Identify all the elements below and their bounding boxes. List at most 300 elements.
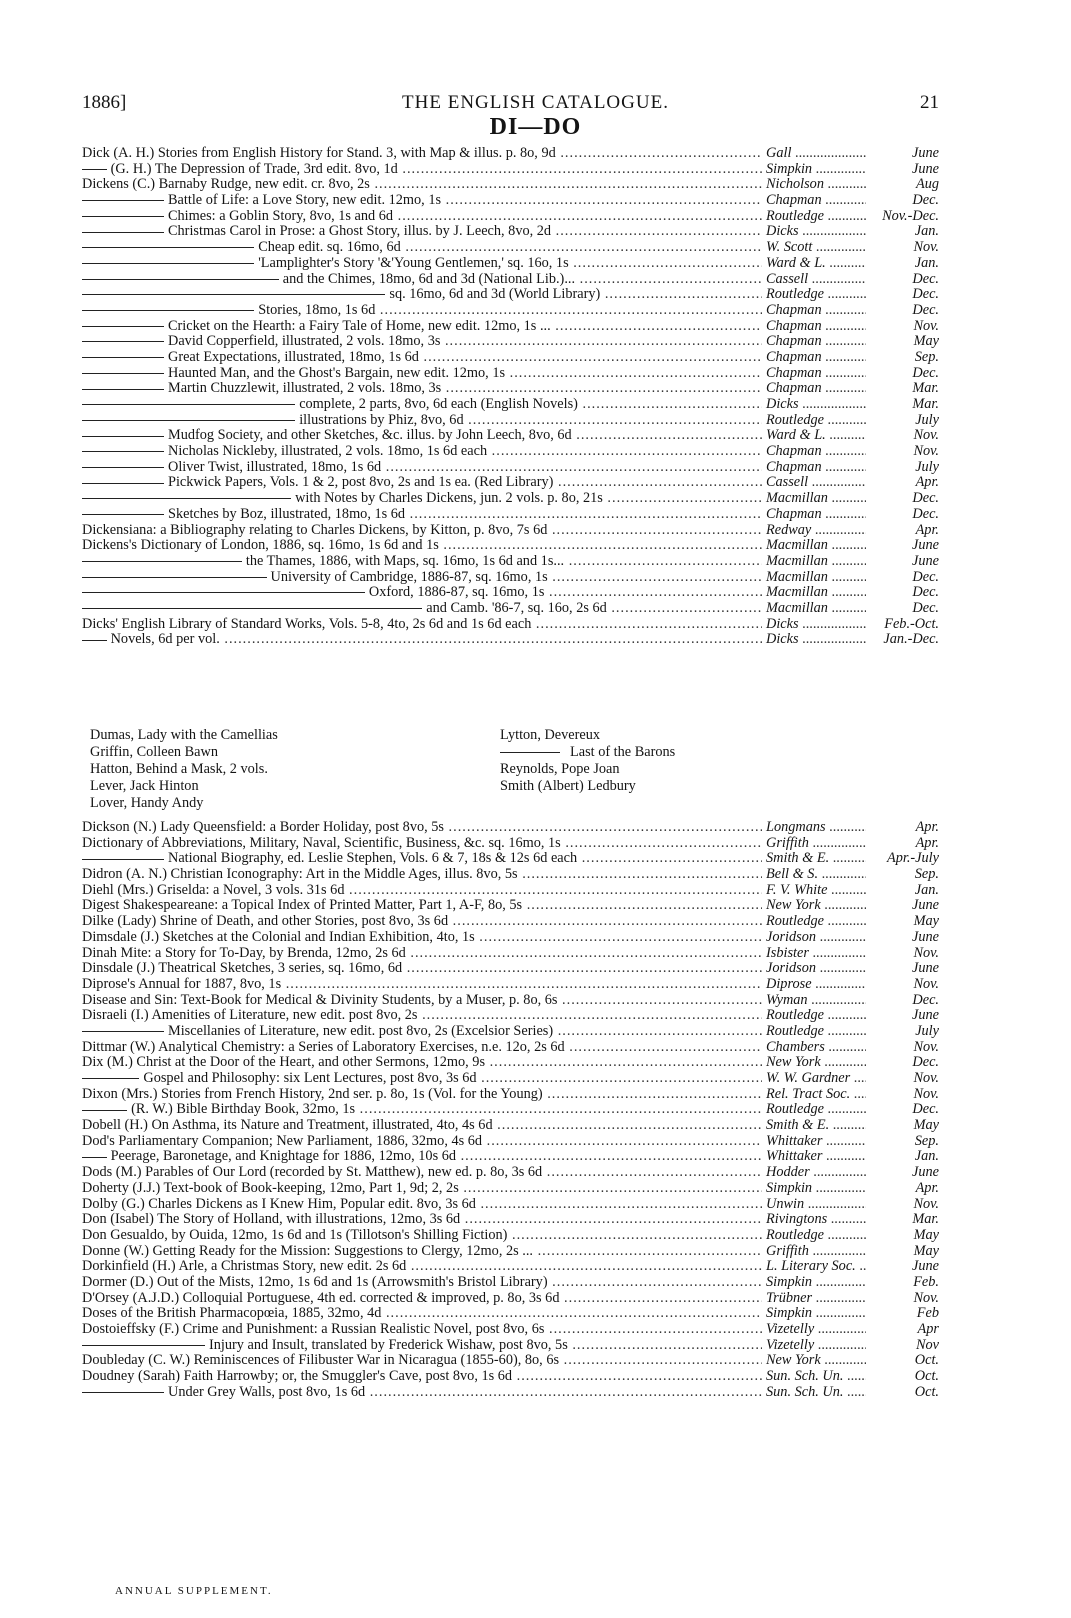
- entry-title: [82, 1338, 762, 1354]
- entry-date: Jan.: [867, 883, 939, 899]
- catalogue-entry: [82, 1369, 942, 1385]
- catalogue-entry: [82, 836, 942, 852]
- entry-date: Sep.: [867, 350, 939, 366]
- ditto-rule: [82, 1345, 205, 1346]
- entry-text: National Biography, ed. Leslie Stephen, Vols. 6 & 7, 18s & 12s 6d each: [168, 851, 578, 867]
- entry-date: Dec.: [867, 1055, 939, 1071]
- entry-title: [82, 914, 762, 930]
- entry-date: Aug: [867, 177, 939, 193]
- catalogue-entry: [82, 1040, 942, 1056]
- entry-date: Sep.: [867, 1134, 939, 1150]
- entry-title: [82, 1306, 762, 1322]
- ditto-rule: [82, 467, 164, 468]
- ditto-rule: [82, 420, 295, 421]
- entry-title: [82, 836, 762, 852]
- entry-text: 'Lamplighter's Story '&'Young Gentlemen,' sq. 16o, 1s: [258, 255, 569, 271]
- entry-publisher: Dicks .....: [764, 632, 866, 648]
- entry-date: Apr.-July: [867, 851, 939, 867]
- entry-publisher: Routledge .....: [764, 1102, 866, 1118]
- entry-date: May: [867, 914, 939, 930]
- entry-text: Miscellanies of Literature, new edit. post 8vo, 2s (Excelsior Series): [168, 1023, 554, 1039]
- entry-title: [82, 1055, 762, 1071]
- entry-publisher: Whittaker .....: [764, 1149, 866, 1165]
- entry-date: Nov.: [867, 1087, 939, 1103]
- entry-date: Dec.: [867, 1102, 939, 1118]
- ditto-rule: [82, 1031, 164, 1032]
- entry-date: Apr.: [867, 836, 939, 852]
- entry-text: Cheap edit. sq. 16mo, 6d: [258, 240, 401, 256]
- ditto-rule: [82, 373, 164, 374]
- entry-text: Battle of Life: a Love Story, new edit. 12mo, 1s: [168, 193, 442, 209]
- entry-date: Dec.: [867, 570, 939, 586]
- entry-date: Nov.: [867, 1291, 939, 1307]
- entry-text: Doses of the British Pharmacopœia, 1885, 32mo, 4d: [82, 1306, 382, 1322]
- entry-text: Disease and Sin: Text-Book for Medical & Divinity Students, by a Muser, p. 8o, 6s: [82, 992, 558, 1008]
- catalogue-entry: [82, 193, 942, 209]
- entry-publisher: Vizetelly .....: [764, 1322, 866, 1338]
- entry-title: [82, 632, 762, 648]
- entry-date: Nov.-Dec.: [867, 209, 939, 225]
- novel-title: Smith (Albert) Ledbury: [500, 778, 636, 794]
- entry-title: [82, 413, 762, 429]
- entry-publisher: Macmillan .....: [764, 601, 866, 617]
- ditto-rule: [82, 514, 164, 515]
- entry-date: Nov.: [867, 428, 939, 444]
- entry-text: Dostoieffsky (F.) Crime and Punishment: a Russian Realistic Novel, post 8vo, 6s: [82, 1322, 545, 1337]
- entry-date: Oct.: [867, 1353, 939, 1369]
- entry-title: [82, 898, 762, 914]
- entry-title: [82, 570, 762, 586]
- entry-date: May: [867, 1228, 939, 1244]
- entry-publisher: Unwin .....: [764, 1197, 866, 1213]
- entry-text: illustrations by Phiz, 8vo, 6d: [299, 412, 464, 428]
- entry-date: Nov.: [867, 444, 939, 460]
- novels-column-left: [90, 727, 278, 812]
- ditto-rule: [82, 389, 164, 390]
- entry-date: May: [867, 334, 939, 350]
- entry-date: June: [867, 961, 939, 977]
- entry-list-top: [82, 146, 942, 648]
- entry-date: Feb.: [867, 1275, 939, 1291]
- entry-publisher: Ward & L. .....: [764, 428, 866, 444]
- entry-title: [82, 1275, 762, 1291]
- entry-text: Dickensiana: a Bibliography relating to Charles Dickens, by Kitton, p. 8vo, 7s 6d: [82, 522, 548, 538]
- entry-date: Dec.: [867, 491, 939, 507]
- entry-text: Martin Chuzzlewit, illustrated, 2 vols. 18mo, 3s: [168, 381, 442, 397]
- header-year: 1886]: [82, 92, 127, 113]
- catalogue-entry: [82, 570, 942, 586]
- entry-date: July: [867, 460, 939, 476]
- entry-publisher: Griffith .....: [764, 1244, 866, 1260]
- ditto-rule: [82, 577, 267, 578]
- entry-text: Christmas Carol in Prose: a Ghost Story, illus. by J. Leech, 8vo, 2d: [168, 224, 552, 240]
- entry-date: Dec.: [867, 193, 939, 209]
- ditto-rule: [82, 404, 295, 405]
- entry-text: Under Grey Walls, post 8vo, 1s 6d: [168, 1384, 366, 1400]
- entry-title: [82, 1244, 762, 1260]
- catalogue-entry: [82, 397, 942, 413]
- entry-publisher: Simpkin .....: [764, 1181, 866, 1197]
- entry-text: Mudfog Society, and other Sketches, &c. illus. by John Leech, 8vo, 6d: [168, 428, 572, 444]
- entry-title: [82, 366, 762, 382]
- catalogue-entry: [82, 1024, 942, 1040]
- entry-text: Dittmar (W.) Analytical Chemistry: a Series of Laboratory Exercises, n.e. 12o, 2s 6d: [82, 1039, 565, 1055]
- entry-publisher: Griffith .....: [764, 836, 866, 852]
- entry-title: [82, 1291, 762, 1307]
- entry-title: [82, 1134, 762, 1150]
- entry-publisher: Macmillan .....: [764, 585, 866, 601]
- novel-title: Lover, Handy Andy: [90, 795, 204, 811]
- entry-publisher: Routledge .....: [764, 413, 866, 429]
- entry-title: [82, 193, 762, 209]
- entry-title: [82, 961, 762, 977]
- entry-text: Dods (M.) Parables of Our Lord (recorded by St. Matthew), new ed. p. 8o, 3s 6d: [82, 1165, 543, 1181]
- entry-title: [82, 240, 762, 256]
- entry-title: [82, 444, 762, 460]
- entry-publisher: Gall .....: [764, 146, 866, 162]
- entry-title: [82, 162, 762, 178]
- entry-title: [82, 256, 762, 272]
- entry-title: [82, 507, 762, 523]
- entry-text: Doubleday (C. W.) Reminiscences of Filibuster War in Nicaragua (1855-60), 8o, 6s: [82, 1353, 560, 1369]
- entry-date: Apr.: [867, 475, 939, 491]
- entry-date: Feb.-Oct.: [867, 617, 939, 633]
- ditto-rule: [82, 341, 164, 342]
- entry-text: Diprose's Annual for 1887, 8vo, 1s: [82, 976, 282, 992]
- entry-title: [82, 350, 762, 366]
- entry-date: Dec.: [867, 507, 939, 523]
- entry-text: D'Orsey (A.J.D.) Colloquial Portuguese, 4th ed. corrected & improved, p. 8o, 3s 6d: [82, 1290, 560, 1306]
- entry-text: (R. W.) Bible Birthday Book, 32mo, 1s: [131, 1102, 356, 1118]
- entry-date: Nov: [867, 1338, 939, 1354]
- entry-date: June: [867, 930, 939, 946]
- entry-date: Jan.: [867, 224, 939, 240]
- catalogue-entry: [82, 1087, 942, 1103]
- entry-title: [82, 1040, 762, 1056]
- catalogue-entry: [82, 350, 942, 366]
- catalogue-entry: [82, 146, 942, 162]
- ditto-rule: [82, 498, 291, 499]
- entry-publisher: Chapman .....: [764, 507, 866, 523]
- entry-publisher: Sun. Sch. Un. .....: [764, 1385, 866, 1401]
- catalogue-entry: [82, 601, 942, 617]
- entry-date: May: [867, 1244, 939, 1260]
- entry-date: Oct.: [867, 1369, 939, 1385]
- entry-publisher: New York .....: [764, 898, 866, 914]
- entry-title: [82, 930, 762, 946]
- entry-title: [82, 272, 762, 288]
- catalogue-entry: [82, 1385, 942, 1401]
- entry-text: Haunted Man, and the Ghost's Bargain, new edit. 12mo, 1s: [168, 365, 506, 381]
- entry-date: Mar.: [867, 397, 939, 413]
- footer-signature: ANNUAL SUPPLEMENT.: [115, 1585, 273, 1597]
- entry-text: Dimsdale (J.) Sketches at the Colonial and Indian Exhibition, 4to, 1s: [82, 929, 475, 945]
- ditto-rule: [82, 1078, 139, 1079]
- catalogue-entry: [82, 256, 942, 272]
- entry-title: [82, 1197, 762, 1213]
- entry-text: Great Expectations, illustrated, 18mo, 1s 6d: [168, 349, 419, 365]
- entry-publisher: L. Literary Soc. .....: [764, 1259, 866, 1275]
- entry-text: Dilke (Lady) Shrine of Death, and other Stories, post 8vo, 3s 6d: [82, 914, 449, 930]
- entry-title: [82, 851, 762, 867]
- catalogue-entry: [82, 507, 942, 523]
- entry-publisher: Hodder .....: [764, 1165, 866, 1181]
- entry-publisher: Trübner .....: [764, 1291, 866, 1307]
- entry-title: [82, 820, 762, 836]
- entry-text: Dinsdale (J.) Theatrical Sketches, 3 series, sq. 16mo, 6d: [82, 961, 403, 977]
- entry-publisher: Chapman .....: [764, 193, 866, 209]
- entry-text: and the Chimes, 18mo, 6d and 3d (National Lib.)...: [282, 271, 576, 287]
- entry-text: (G. H.) The Depression of Trade, 3rd edit. 8vo, 1d: [110, 161, 398, 177]
- entry-text: Injury and Insult, translated by Frederick Wishaw, post 8vo, 5s: [209, 1337, 568, 1353]
- entry-date: Dec.: [867, 287, 939, 303]
- entry-date: Nov.: [867, 977, 939, 993]
- entry-title: [82, 993, 762, 1009]
- entry-title: [82, 1149, 762, 1165]
- entry-title: [82, 1259, 762, 1275]
- entry-text: Sketches by Boz, illustrated, 18mo, 1s 6d: [168, 506, 406, 522]
- entry-publisher: Isbister .....: [764, 946, 866, 962]
- novel-title: Reynolds, Pope Joan: [500, 761, 620, 777]
- entry-publisher: Vizetelly .....: [764, 1338, 866, 1354]
- entry-title: [82, 1008, 762, 1024]
- ditto-rule: [82, 859, 164, 860]
- catalogue-entry: [82, 491, 942, 507]
- entry-text: Oliver Twist, illustrated, 18mo, 1s 6d: [168, 459, 382, 475]
- catalogue-entry: [82, 1149, 942, 1165]
- entry-publisher: Routledge .....: [764, 1024, 866, 1040]
- entry-publisher: Chapman .....: [764, 381, 866, 397]
- ditto-rule: [82, 640, 107, 641]
- ditto-rule: [82, 1157, 107, 1158]
- entry-title: [82, 1071, 762, 1087]
- catalogue-entry: [82, 1071, 942, 1087]
- catalogue-entry: [82, 475, 942, 491]
- catalogue-entry: [82, 898, 942, 914]
- entry-title: [82, 601, 762, 617]
- entry-title: [82, 585, 762, 601]
- catalogue-entry: [82, 1055, 942, 1071]
- entry-date: Feb: [867, 1306, 939, 1322]
- entry-publisher: Simpkin .....: [764, 1306, 866, 1322]
- catalogue-entry: [82, 1165, 942, 1181]
- entry-publisher: Chapman .....: [764, 319, 866, 335]
- entry-text: Pickwick Papers, Vols. 1 & 2, post 8vo, 2s and 1s ea. (Red Library): [168, 475, 554, 491]
- entry-publisher: Dicks .....: [764, 224, 866, 240]
- entry-title: [82, 303, 762, 319]
- entry-text: sq. 16mo, 6d and 3d (World Library): [389, 287, 601, 303]
- catalogue-entry: [82, 930, 942, 946]
- novel-title: Griffin, Colleen Bawn: [90, 744, 218, 760]
- entry-list-bottom: [82, 820, 942, 1400]
- entry-title: [82, 977, 762, 993]
- entry-publisher: Chapman .....: [764, 444, 866, 460]
- ditto-rule: [82, 451, 164, 452]
- entry-date: May: [867, 1118, 939, 1134]
- entry-text: Stories, 18mo, 1s 6d: [258, 302, 376, 318]
- entry-date: July: [867, 413, 939, 429]
- entry-date: Jan.: [867, 1149, 939, 1165]
- entry-text: complete, 2 parts, 8vo, 6d each (English Novels): [299, 397, 578, 412]
- catalogue-entry: [82, 1181, 942, 1197]
- catalogue-entry: [82, 977, 942, 993]
- entry-publisher: Routledge .....: [764, 914, 866, 930]
- entry-publisher: Chapman .....: [764, 334, 866, 350]
- ditto-rule: [82, 357, 164, 358]
- catalogue-entry: [82, 162, 942, 178]
- entry-publisher: Simpkin .....: [764, 1275, 866, 1291]
- catalogue-entry: [82, 617, 942, 633]
- entry-title: [82, 146, 762, 162]
- catalogue-entry: [82, 1275, 942, 1291]
- entry-date: June: [867, 1165, 939, 1181]
- entry-publisher: Macmillan .....: [764, 491, 866, 507]
- entry-publisher: Chapman .....: [764, 366, 866, 382]
- entry-publisher: Nicholson .....: [764, 177, 866, 193]
- catalogue-entry: [82, 1102, 942, 1118]
- entry-title: [82, 946, 762, 962]
- ditto-rule: [82, 216, 164, 217]
- entry-date: June: [867, 1008, 939, 1024]
- catalogue-entry: [82, 820, 942, 836]
- entry-title: [82, 224, 762, 240]
- entry-title: [82, 319, 762, 335]
- entry-text: with Notes by Charles Dickens, jun. 2 vols. p. 8o, 21s: [295, 491, 603, 507]
- catalogue-entry: [82, 319, 942, 335]
- entry-text: Didron (A. N.) Christian Iconography: Art in the Middle Ages, illus. 8vo, 5s: [82, 867, 518, 883]
- entry-publisher: Cassell .....: [764, 475, 866, 491]
- catalogue-entry: [82, 1118, 942, 1134]
- catalogue-entry: [82, 914, 942, 930]
- catalogue-entry: [82, 1228, 942, 1244]
- novel-title: Last of the Barons: [500, 744, 675, 761]
- ditto-rule: [82, 279, 279, 280]
- novel-title: Lever, Jack Hinton: [90, 778, 199, 794]
- entry-title: [82, 523, 762, 539]
- catalogue-entry: [82, 961, 942, 977]
- entry-title: [82, 1353, 762, 1369]
- entry-publisher: Smith & E. .....: [764, 1118, 866, 1134]
- entry-title: [82, 1165, 762, 1181]
- entry-publisher: Longmans .....: [764, 820, 866, 836]
- entry-date: June: [867, 538, 939, 554]
- entry-date: Sep.: [867, 867, 939, 883]
- catalogue-entry: [82, 523, 942, 539]
- entry-date: Apr.: [867, 523, 939, 539]
- entry-title: [82, 1322, 762, 1338]
- entry-title: [82, 209, 762, 225]
- entry-date: June: [867, 898, 939, 914]
- entry-date: Dec.: [867, 272, 939, 288]
- entry-date: June: [867, 1259, 939, 1275]
- catalogue-entry: [82, 1259, 942, 1275]
- entry-publisher: Rel. Tract Soc. .....: [764, 1087, 866, 1103]
- entry-date: Nov.: [867, 319, 939, 335]
- entry-title: [82, 491, 762, 507]
- entry-publisher: Smith & E. .....: [764, 851, 866, 867]
- catalogue-entry: [82, 538, 942, 554]
- catalogue-entry: [82, 224, 942, 240]
- entry-publisher: Chapman .....: [764, 303, 866, 319]
- entry-publisher: Routledge .....: [764, 1008, 866, 1024]
- entry-title: [82, 867, 762, 883]
- catalogue-entry: [82, 1212, 942, 1228]
- entry-title: [82, 1385, 762, 1401]
- entry-text: Doudney (Sarah) Faith Harrowby; or, the Smuggler's Cave, post 8vo, 1s 6d: [82, 1369, 513, 1385]
- entry-date: Dec.: [867, 993, 939, 1009]
- catalogue-entry: [82, 287, 942, 303]
- entry-text: Dolby (G.) Charles Dickens as I Knew Him, Popular edit. 8vo, 3s 6d: [82, 1196, 476, 1212]
- ditto-rule: [82, 294, 385, 295]
- entry-publisher: Rivingtons .....: [764, 1212, 866, 1228]
- entry-text: Don (Isabel) The Story of Holland, with illustrations, 12mo, 3s 6d: [82, 1212, 461, 1228]
- entry-text: Dinah Mite: a Story for To-Day, by Brenda, 12mo, 2s 6d: [82, 945, 406, 961]
- section-heading: DI—DO: [489, 114, 582, 140]
- entry-date: Mar.: [867, 381, 939, 397]
- entry-text: Diehl (Mrs.) Griselda: a Novel, 3 vols. 31s 6d: [82, 882, 345, 898]
- novels-column-right: [500, 727, 675, 795]
- entry-text: Novels, 6d per vol.: [110, 632, 220, 648]
- entry-date: Nov.: [867, 1197, 939, 1213]
- entry-publisher: Dicks .....: [764, 397, 866, 413]
- entry-date: June: [867, 554, 939, 570]
- entry-date: Dec.: [867, 366, 939, 382]
- catalogue-entry: [82, 1338, 942, 1354]
- catalogue-entry: [82, 851, 942, 867]
- entry-title: [82, 397, 762, 413]
- entry-date: June: [867, 146, 939, 162]
- entry-publisher: Sun. Sch. Un. .....: [764, 1369, 866, 1385]
- entry-text: Dickens (C.) Barnaby Rudge, new edit. cr. 8vo, 2s: [82, 177, 370, 193]
- entry-publisher: Simpkin .....: [764, 162, 866, 178]
- entry-date: July: [867, 1024, 939, 1040]
- entry-text: Nicholas Nickleby, illustrated, 2 vols. 18mo, 1s 6d each: [168, 444, 488, 460]
- catalogue-entry: [82, 1322, 942, 1338]
- catalogue-entry: [82, 585, 942, 601]
- entry-publisher: Dicks .....: [764, 617, 866, 633]
- catalogue-entry: [82, 209, 942, 225]
- entry-title: [82, 1118, 762, 1134]
- novel-title: Dumas, Lady with the Camellias: [90, 727, 278, 743]
- entry-publisher: Chapman .....: [764, 350, 866, 366]
- entry-text: Dorkinfield (H.) Arle, a Christmas Story, new edit. 2s 6d: [82, 1259, 407, 1275]
- entry-title: [82, 1212, 762, 1228]
- entry-date: Dec.: [867, 601, 939, 617]
- entry-date: Jan.: [867, 256, 939, 272]
- entry-text: Dixon (Mrs.) Stories from French History, 2nd ser. p. 8o, 1s (Vol. for the Young): [82, 1086, 543, 1102]
- catalogue-entry: [82, 1134, 942, 1150]
- ditto-rule: [82, 1110, 127, 1111]
- entry-publisher: New York .....: [764, 1055, 866, 1071]
- novel-title: Hatton, Behind a Mask, 2 vols.: [90, 761, 268, 777]
- entry-publisher: Routledge .....: [764, 287, 866, 303]
- entry-date: Nov.: [867, 1071, 939, 1087]
- entry-title: [82, 1228, 762, 1244]
- entry-text: Donne (W.) Getting Ready for the Mission: Suggestions to Clergy, 12mo, 2s ...: [82, 1243, 533, 1259]
- ditto-rule: [82, 483, 164, 484]
- entry-date: Nov.: [867, 240, 939, 256]
- catalogue-entry: [82, 1008, 942, 1024]
- entry-publisher: New York .....: [764, 1353, 866, 1369]
- catalogue-entry: [82, 303, 942, 319]
- ditto-rule: [82, 592, 365, 593]
- entry-text: Oxford, 1886-87, sq. 16mo, 1s: [368, 585, 545, 601]
- entry-title: [82, 617, 762, 633]
- entry-publisher: F. V. White .....: [764, 883, 866, 899]
- catalogue-entry: [82, 444, 942, 460]
- entry-date: Oct.: [867, 1385, 939, 1401]
- entry-publisher: Diprose .....: [764, 977, 866, 993]
